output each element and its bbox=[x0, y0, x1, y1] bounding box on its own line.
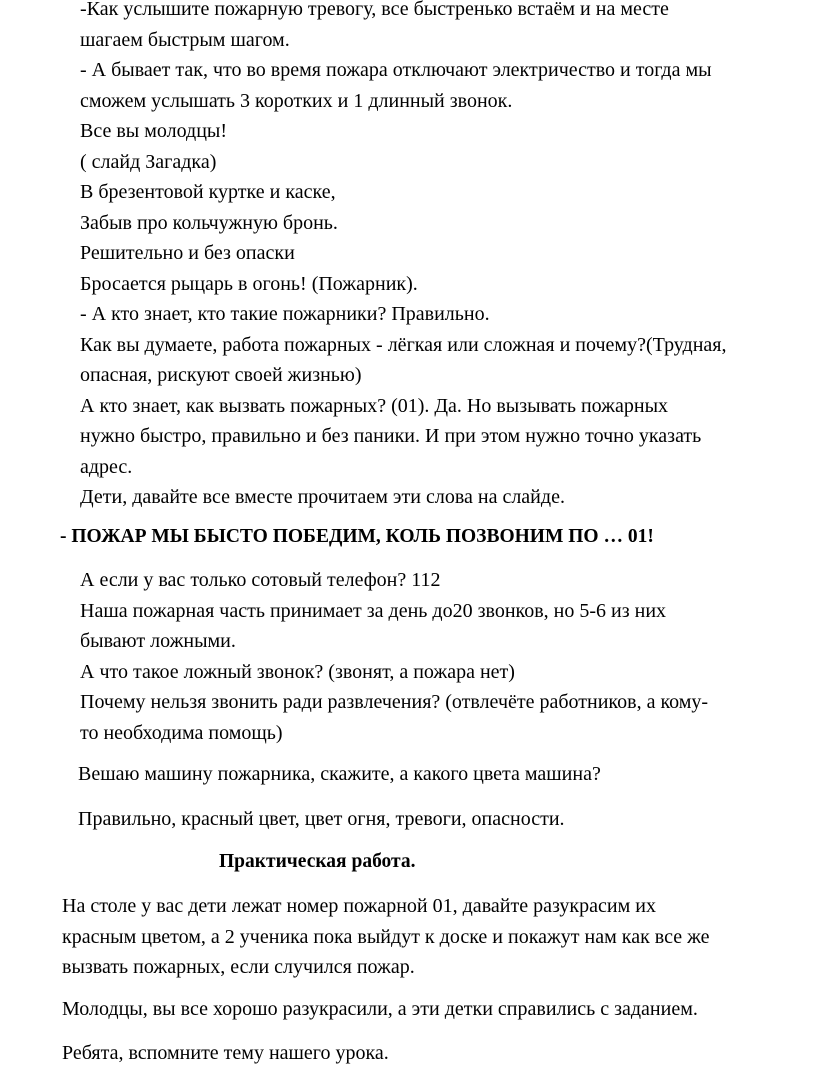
praise-line: Молодцы, вы все хорошо разукрасили, а эти детки справились с заданием. bbox=[62, 998, 698, 1020]
text-line: вызвать пожарных, если случился пожар. bbox=[62, 956, 415, 978]
lesson-topic-line: Ребята, вспомните тему нашего урока. bbox=[62, 1042, 389, 1064]
text-line: А что такое ложный звонок? (звонят, а пожара нет) bbox=[80, 660, 515, 683]
question-line: Вешаю машину пожарника, скажите, а какого цвета машина? bbox=[78, 763, 601, 785]
riddle-line: Бросается рыцарь в огонь! (Пожарник). bbox=[80, 272, 418, 295]
riddle-line: Решительно и без опаски bbox=[80, 242, 295, 264]
text-line: адрес. bbox=[80, 455, 133, 478]
text-line: сможем услышать 3 коротких и 1 длинный звонок. bbox=[80, 89, 513, 112]
phone-discussion-paragraph bbox=[80, 565, 810, 748]
practice-heading: Практическая работа. bbox=[219, 851, 416, 872]
text-line: - А кто знает, кто такие пожарники? Правильно. bbox=[80, 303, 490, 325]
text-line: Все вы молодцы! bbox=[80, 120, 227, 142]
lesson-dialogue-paragraph bbox=[80, 0, 816, 513]
text-line: бывают ложными. bbox=[80, 630, 236, 652]
riddle-line: Забыв про кольчужную бронь. bbox=[80, 211, 338, 234]
text-line: то необходима помощь) bbox=[80, 721, 283, 744]
text-line: ( слайд Загадка) bbox=[80, 150, 217, 173]
text-line: -Как услышите пожарную тревогу, все быстренько встаём и на месте bbox=[80, 0, 669, 20]
practice-paragraph bbox=[62, 891, 807, 983]
text-line: Дети, давайте все вместе прочитаем эти слова на слайде. bbox=[80, 486, 565, 508]
text-line: Как вы думаете, работа пожарных - лёгкая или сложная и почему?(Трудная, bbox=[80, 333, 727, 356]
text-line: На столе у вас дети лежат номер пожарной 01, давайте разукрасим их bbox=[62, 895, 656, 917]
text-line: опасная, рискуют своей жизнью) bbox=[80, 364, 362, 386]
riddle-line: В брезентовой куртке и каске, bbox=[80, 181, 336, 203]
text-line: Наша пожарная часть принимает за день до20 звонков, но 5-6 из них bbox=[80, 599, 667, 622]
text-line: нужно быстро, правильно и без паники. И при этом нужно точно указать bbox=[80, 425, 702, 447]
text-line: Почему нельзя звонить ради развлечения? (отвлечёте работников, а кому- bbox=[80, 691, 709, 713]
text-line: шагаем быстрым шагом. bbox=[80, 28, 290, 51]
answer-line: Правильно, красный цвет, цвет огня, тревоги, опасности. bbox=[78, 808, 565, 830]
text-line: А если у вас только сотовый телефон? 112 bbox=[80, 569, 441, 591]
text-line: красным цветом, а 2 ученика пока выйдут к доске и покажут нам как все же bbox=[62, 925, 710, 948]
text-line: А кто знает, как вызвать пожарных? (01). Да. Но вызывать пожарных bbox=[80, 394, 669, 417]
slogan-heading: - ПОЖАР МЫ БЫСТО ПОБЕДИМ, КОЛЬ ПОЗВОНИМ ПО … 01! bbox=[60, 526, 654, 547]
text-line: - А бывает так, что во время пожара отключают электричество и тогда мы bbox=[80, 59, 712, 81]
